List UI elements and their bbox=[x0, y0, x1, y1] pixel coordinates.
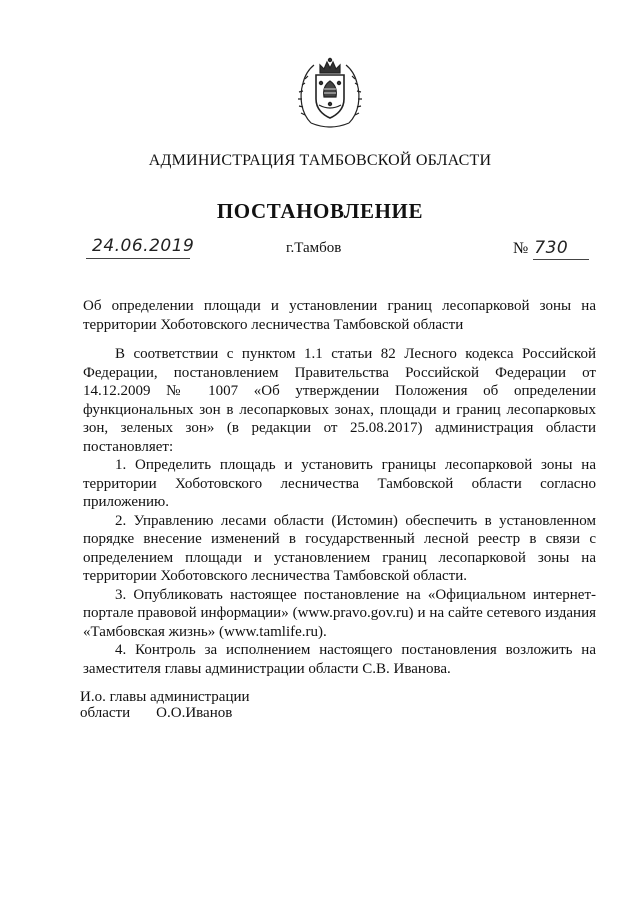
clause-1: 1. Определить площадь и установить границы лесопарковой зоны на территории Хоботовского лесничества Тамбовской области согласно приложению. bbox=[83, 457, 596, 510]
organization-name: АДМИНИСТРАЦИЯ ТАМБОВСКОЙ ОБЛАСТИ bbox=[148, 152, 492, 169]
number-sign: № bbox=[513, 240, 529, 257]
signatory-position-line2: области bbox=[80, 705, 131, 721]
clause-4: 4. Контроль за исполнением настоящего постановления возложить на заместителя главы администрации области С.В. Иванова. bbox=[83, 642, 596, 677]
document-date: 24.06.2019 bbox=[92, 236, 195, 256]
clause-2: 2. Управлению лесами области (Истомин) обеспечить в установленном порядке внесение изменений в государственный лесной реестр в связи с определением площади и установлением границ лесопарковой зоны на территории Хоботовского лесничества Тамбовской области. bbox=[83, 512, 596, 584]
date-underline bbox=[86, 258, 190, 259]
signatory-position-line1: И.о. главы администрации bbox=[80, 689, 250, 705]
number-value: 730 bbox=[534, 238, 569, 258]
tambov-coat-of-arms-icon bbox=[297, 55, 363, 131]
document-body bbox=[83, 345, 596, 678]
document-city: г.Тамбов bbox=[286, 240, 342, 256]
document-subject: Об определении площади и установлении границ лесопарковой зоны на территории Хоботовского лесничества Тамбовской области bbox=[83, 298, 596, 333]
preamble-paragraph: В соответствии с пунктом 1.1 статьи 82 Лесного кодекса Российской Федерации, постановлением Правительства Российской Федерации от 14.12.2009 № 1007 «Об утверждении Положения об определении функциональных зон в лесопарковых зонах, площади и границ лесопарковых зон, зеленых зон» (в редакции от 25.08.2017) администрация области постановляет: bbox=[83, 346, 596, 455]
document-type-title: ПОСТАНОВЛЕНИЕ bbox=[216, 199, 424, 223]
signature-block bbox=[80, 689, 250, 721]
signatory-name: О.О.Иванов bbox=[156, 705, 233, 721]
document-number bbox=[513, 238, 568, 258]
clause-3: 3. Опубликовать настоящее постановление на «Официальном интернет-портале правовой информации» (www.pravo.gov.ru) и на сайте сетевого издания «Тамбовская жизнь» (www.tamlife.ru). bbox=[83, 586, 596, 640]
number-underline bbox=[533, 259, 589, 260]
